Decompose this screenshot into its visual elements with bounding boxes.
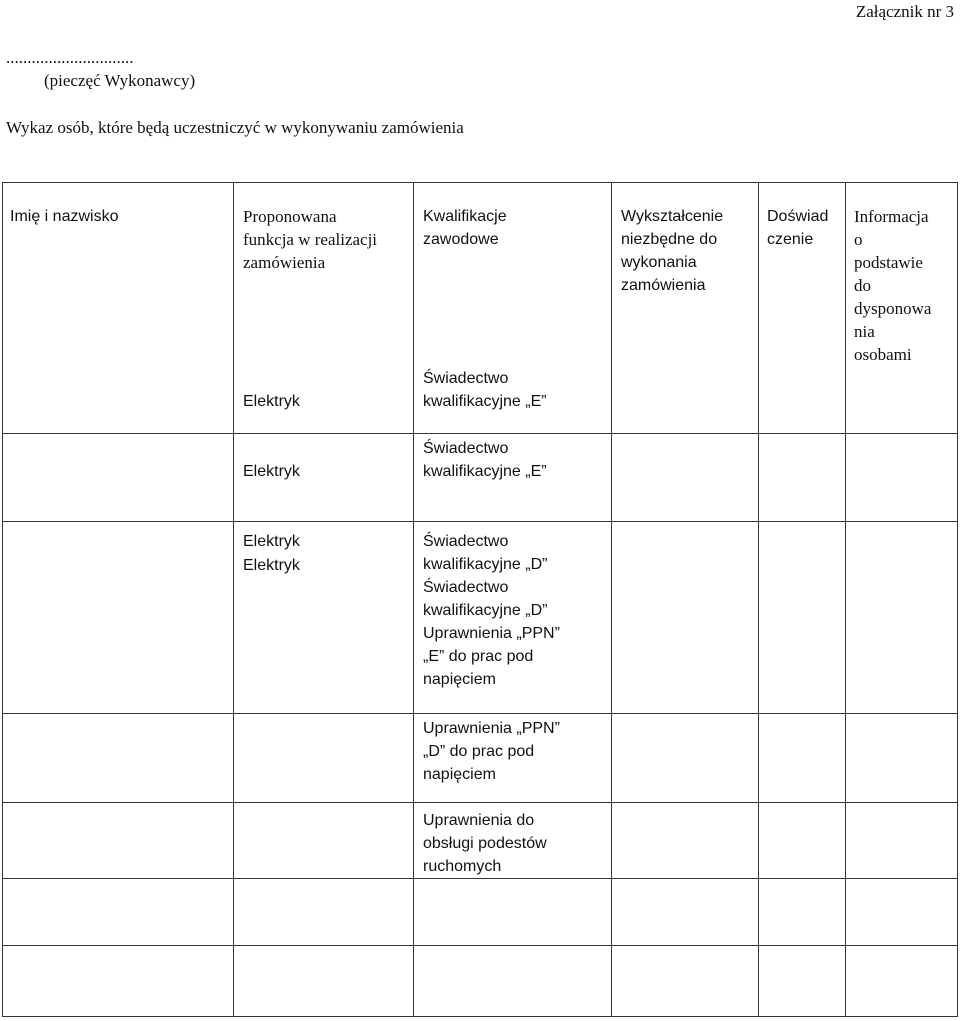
row-1-function: Elektryk <box>243 393 300 410</box>
header-qualifications: Kwalifikacje zawodowe <box>423 208 507 248</box>
stamp-dotted-line: .............................. <box>6 48 134 67</box>
row-divider <box>2 713 958 714</box>
stamp-caption: (pieczęć Wykonawcy) <box>44 71 196 90</box>
row-divider <box>2 802 958 803</box>
row-5-qualification: Uprawnienia do obsługi podestów ruchomych <box>423 812 547 875</box>
column-divider <box>233 182 234 1017</box>
row-divider <box>2 521 958 522</box>
column-divider <box>758 182 759 1017</box>
header-experience: Doświad czenie <box>767 208 829 248</box>
annex-label: Załącznik nr 3 <box>855 2 954 21</box>
header-name: Imię i nazwisko <box>10 208 119 225</box>
row-3-qualification: Świadectwo kwalifikacyjne „D” Świadectwo kwalifikacyjne „D” Uprawnienia „PPN” „E” do prac pod napięciem <box>423 533 560 688</box>
column-divider <box>413 182 414 1017</box>
table-border-top <box>2 182 958 183</box>
header-function: Proponowana funkcja w realizacji zamówienia <box>243 207 378 272</box>
row-1-qualification: Świadectwo kwalifikacyjne „E” <box>423 370 547 410</box>
column-divider <box>611 182 612 1017</box>
row-divider <box>2 878 958 879</box>
row-divider <box>2 433 958 434</box>
table-border-right <box>957 182 958 1017</box>
header-education: Wykształcenie niezbędne do wykonania zamówienia <box>621 208 724 294</box>
column-divider <box>845 182 846 1017</box>
header-information: Informacja o podstawie do dysponowa nia osobami <box>854 207 932 364</box>
row-2-qualification: Świadectwo kwalifikacyjne „E” <box>423 440 547 480</box>
row-divider <box>2 945 958 946</box>
row-3-function: Elektryk Elektryk <box>243 533 300 574</box>
row-2-function: Elektryk <box>243 463 300 480</box>
row-4-qualification: Uprawnienia „PPN” „D” do prac pod napięciem <box>423 720 560 783</box>
table-border-left <box>2 182 3 1017</box>
table-border-bottom <box>2 1016 958 1017</box>
document-title: Wykaz osób, które będą uczestniczyć w wykonywaniu zamówienia <box>6 118 464 137</box>
